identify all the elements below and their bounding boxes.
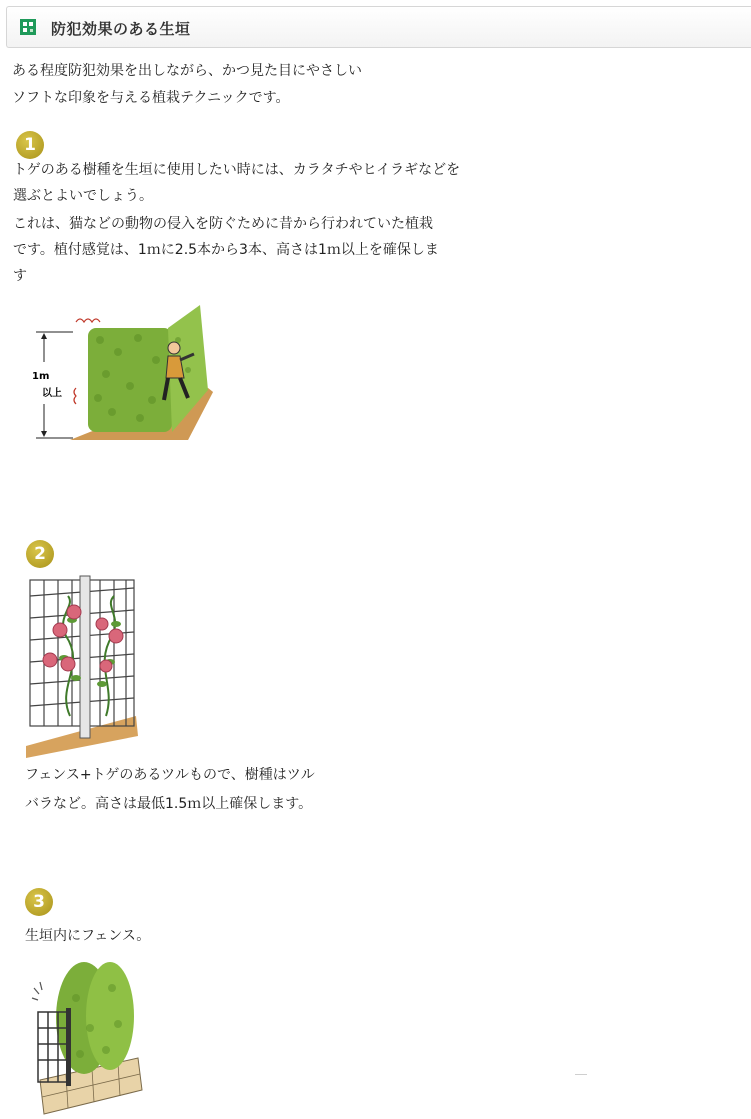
page-title: 防犯効果のある生垣 [51, 20, 191, 38]
divider-mark [575, 1074, 587, 1075]
section-2-badge: 2 [26, 540, 54, 568]
green-grid-icon [20, 19, 36, 35]
section-1-line-5: す [13, 268, 27, 284]
height-label-top: 1m [32, 371, 50, 382]
fence-roses-illustration [26, 566, 140, 758]
section-3-line-1: 生垣内にフェンス。 [25, 928, 151, 944]
section-1-line-4: です。植付感覚は、1ｍに2.5本から3本、高さは1ｍ以上を確保しま [13, 242, 439, 258]
section-2-line-2: バラなど。高さは最低1.5ｍ以上確保します。 [25, 796, 313, 812]
section-1-line-2: 選ぶとよいでしょう。 [13, 188, 153, 204]
section-1-badge: 1 [16, 131, 44, 159]
intro-line-1: ある程度防犯効果を出しながら、かつ見た目にやさしい [12, 63, 362, 79]
section-header [6, 6, 751, 48]
hedge-fence-illustration [30, 958, 144, 1116]
section-1-line-3: これは、猫などの動物の侵入を防ぐために昔から行われていた植栽 [13, 216, 433, 232]
section-1-line-1: トゲのある樹種を生垣に使用したい時には、カラタチやヒイラギなどを [13, 162, 461, 178]
height-label-bottom: 以上 [42, 388, 62, 399]
section-3-badge: 3 [25, 888, 53, 916]
section-2-line-1: フェンス+トゲのあるツルもので、樹種はツル [25, 767, 315, 783]
hedge-illustration [28, 300, 218, 448]
intro-line-2: ソフトな印象を与える植栽テクニックです。 [12, 90, 290, 106]
